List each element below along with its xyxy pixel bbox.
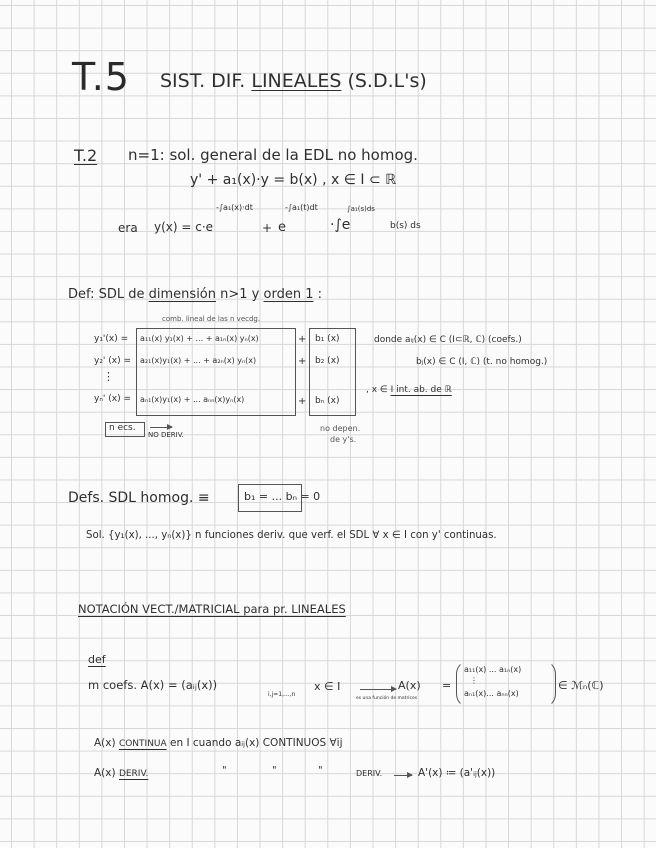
row2-plus: + [298,356,307,367]
matrix-vdots: ⋮ [470,676,478,685]
matrix-map-arrow [360,689,396,690]
row1-rhs: b₁ (x) [315,334,340,344]
no-depend-1: no depen. [320,424,361,433]
matrix-rown: aₙ₁(x)... aₙₙ(x) [464,689,519,698]
matrix-arrow-label: A(x) [398,679,421,692]
topic-tag: T.2 [74,146,98,165]
matrix-row1: a₁₁(x) ... a₁ₙ(x) [464,665,522,674]
s2-def: Def: SDL de [68,287,149,302]
title-part-c: (S.D.L's) [341,70,427,92]
n-ecs: n ecs. [109,423,136,433]
ditto-3: " [318,765,323,776]
s1-solution-lhs: y(x) = c·e [154,220,214,234]
deriv-A: A(x) [94,767,116,779]
continuity-def [94,738,343,749]
row3-rhs: bₙ (x) [315,396,340,406]
row3-terms: aₙ₁(x)y₁(x) + ... aₙₙ(x)yₙ(x) [140,395,245,404]
matrix-subscript: i,j=1,...,n [268,691,296,698]
cont-A: A(x) [94,737,116,749]
deriv-def [94,768,148,779]
homog-cond: b₁ = ... bₙ = 0 [244,490,321,503]
sol-definition: Sol. {y₁(x), ..., yₙ(x)} n funciones deriv. que verf. el SDL ∀ x ∈ I con y' continuas. [86,530,497,541]
s1-exp2: -∫a₁(t)dt [285,203,318,212]
ditto-1: " [222,765,227,776]
s1-era: era [118,221,138,235]
s1-exp3: ∫a₁(s)ds [347,205,375,213]
interval-x: , x ∈ [366,385,391,395]
deriv-result: A'(x) ≔ (a'ᵢⱼ(x)) [418,767,496,779]
row2-rhs: b₂ (x) [315,356,340,366]
topic-number: T.5 [72,55,130,99]
ditto-2: " [272,765,277,776]
cont-word: CONTINUA [118,739,167,749]
no-depend-2: de y's. [330,435,357,444]
cont-rest: en I cuando aᵢⱼ(x) CONTINUOS ∀ij [166,737,343,749]
notation-title: NOTACIÓN VECT./MATRICIAL para pr. LINEALES [78,602,346,616]
matrix-space: ∈ ℳₙ(ℂ) [558,679,604,692]
no-deriv: NO DERIV. [148,431,184,439]
matrix-domain: x ∈ I [314,680,341,693]
row3-lhs: yₙ' (x) = [94,394,131,404]
s2-dimension: dimensión [148,287,216,302]
vdots-left: ⋮ [103,370,114,383]
def-label: def [88,653,106,666]
donde-coefs: donde aᵢⱼ(x) ∈ C (I⊂ℝ, ℂ) (coefs.) [374,335,522,345]
s1-e2: e [278,220,286,235]
matrix-arrow-note: es una función de matrices [356,696,418,701]
deriv-arrow [394,775,412,776]
row1-plus: + [298,334,307,345]
s1-plus: + [262,221,273,235]
row1-terms: a₁₁(x) y₁(x) + ... + a₁ₙ(x) yₙ(x) [140,334,259,343]
comb-note: comb. lineal de las n vecdg. [162,315,261,323]
s2-colon: : [313,287,322,302]
row2-lhs: y₂' (x) = [94,356,132,366]
matrix-def: m coefs. A(x) = (aᵢⱼ(x)) [88,678,218,692]
row3-plus: + [298,396,307,407]
title-part-b: LINEALES [251,70,342,92]
s1-equation: y' + a₁(x)·y = b(x) , x ∈ I ⊂ ℝ [190,172,397,188]
matrix-equals: = [442,679,452,692]
row2-terms: a₂₁(x)y₁(x) + ... + a₂ₙ(x) yₙ(x) [140,356,257,365]
row1-lhs: y₁'(x) = [94,334,129,344]
s2-definition [68,288,322,301]
s1-bds: b(s) ds [390,221,421,231]
no-deriv-arrow [150,427,172,428]
title-part-a: SIST. DIF. [160,70,252,92]
deriv-word-2: DERIV. [356,769,383,778]
interval-note [366,386,452,395]
s1-dot-int: ·∫e [330,217,351,233]
s1-line: n=1: sol. general de la EDL no homog. [128,146,418,164]
interval-desc: I int. ab. de ℝ [390,385,452,395]
s2-orden: orden 1 [263,287,314,302]
homog-def: Defs. SDL homog. ≡ [68,490,210,506]
s1-exp1: -∫a₁(x)·dt [216,203,253,212]
deriv-word: DERIV. [118,769,149,779]
s2-n: n>1 y [216,287,264,302]
donde-terms: bⱼ(x) ∈ C (I, ℂ) (t. no homog.) [416,357,548,367]
page-title [160,72,427,91]
